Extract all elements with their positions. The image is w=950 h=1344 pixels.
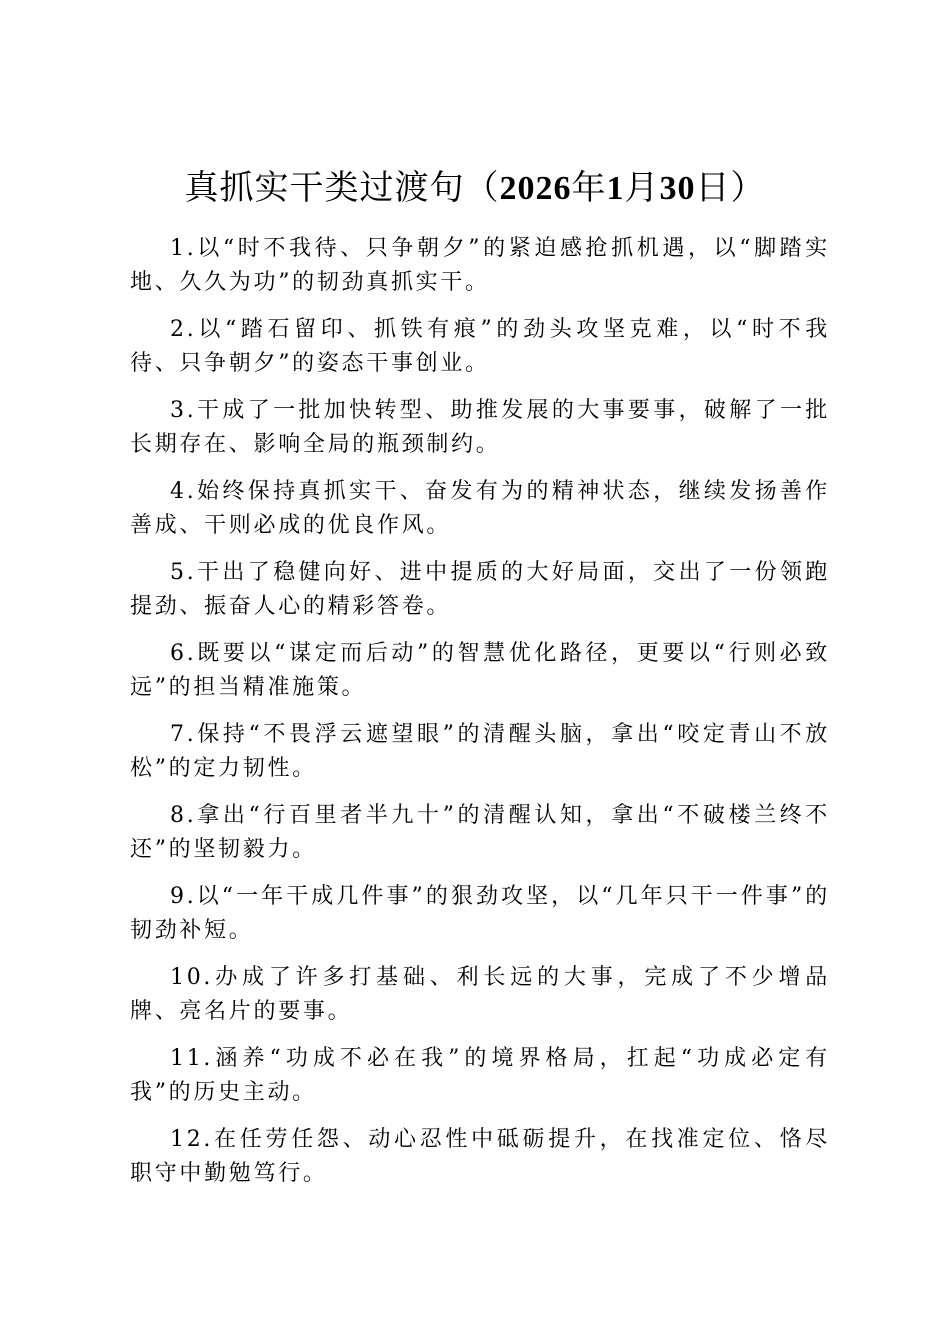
title-year: 2026: [499, 170, 572, 207]
list-item: 3.干成了一批加快转型、助推发展的大事要事，破解了一批长期存在、影响全局的瓶颈制约。: [130, 398, 830, 457]
title-month-char: 月: [624, 168, 660, 208]
list-item: 8.拿出“行百里者半九十”的清醒认知，拿出“不破楼兰终不还”的坚韧毅力。: [130, 803, 830, 862]
title-prefix: 真抓实干类过渡句（: [184, 168, 500, 208]
list-item: 2.以“踏石留印、抓铁有痕”的劲头攻坚克难，以“时不我待、只争朝夕”的姿态干事创业。: [130, 317, 830, 376]
title-day-char: 日）: [695, 168, 766, 208]
list-item: 1.以“时不我待、只争朝夕”的紧迫感抢抓机遇，以“脚踏实地、久久为功”的韧劲真抓实干。: [130, 236, 830, 295]
transition-sentence-list: [130, 232, 830, 1204]
list-item: 5.干出了稳健向好、进中提质的大好局面，交出了一份领跑提劲、振奋人心的精彩答卷。: [130, 560, 830, 619]
list-item: 4.始终保持真抓实干、奋发有为的精神状态，继续发扬善作善成、干则必成的优良作风。: [130, 479, 830, 538]
list-item: 9.以“一年干成几件事”的狠劲攻坚，以“几年只干一件事”的韧劲补短。: [130, 884, 830, 943]
list-item: 10.办成了许多打基础、利长远的大事，完成了不少增品牌、亮名片的要事。: [130, 965, 830, 1024]
list-item: 12.在任劳任怨、动心忍性中砥砺提升，在找准定位、恪尽职守中勤勉笃行。: [130, 1127, 830, 1186]
list-item: 7.保持“不畏浮云遮望眼”的清醒头脑，拿出“咬定青山不放松”的定力韧性。: [130, 722, 830, 781]
list-item: 6.既要以“谋定而后动”的智慧优化路径，更要以“行则必致远”的担当精准施策。: [130, 641, 830, 700]
title-day: 30: [659, 170, 696, 207]
title-month: 1: [606, 170, 625, 207]
document-title: [0, 166, 950, 211]
list-item: 11.涵养“功成不必在我”的境界格局，扛起“功成必定有我”的历史主动。: [130, 1046, 830, 1105]
title-year-char: 年: [571, 168, 607, 208]
